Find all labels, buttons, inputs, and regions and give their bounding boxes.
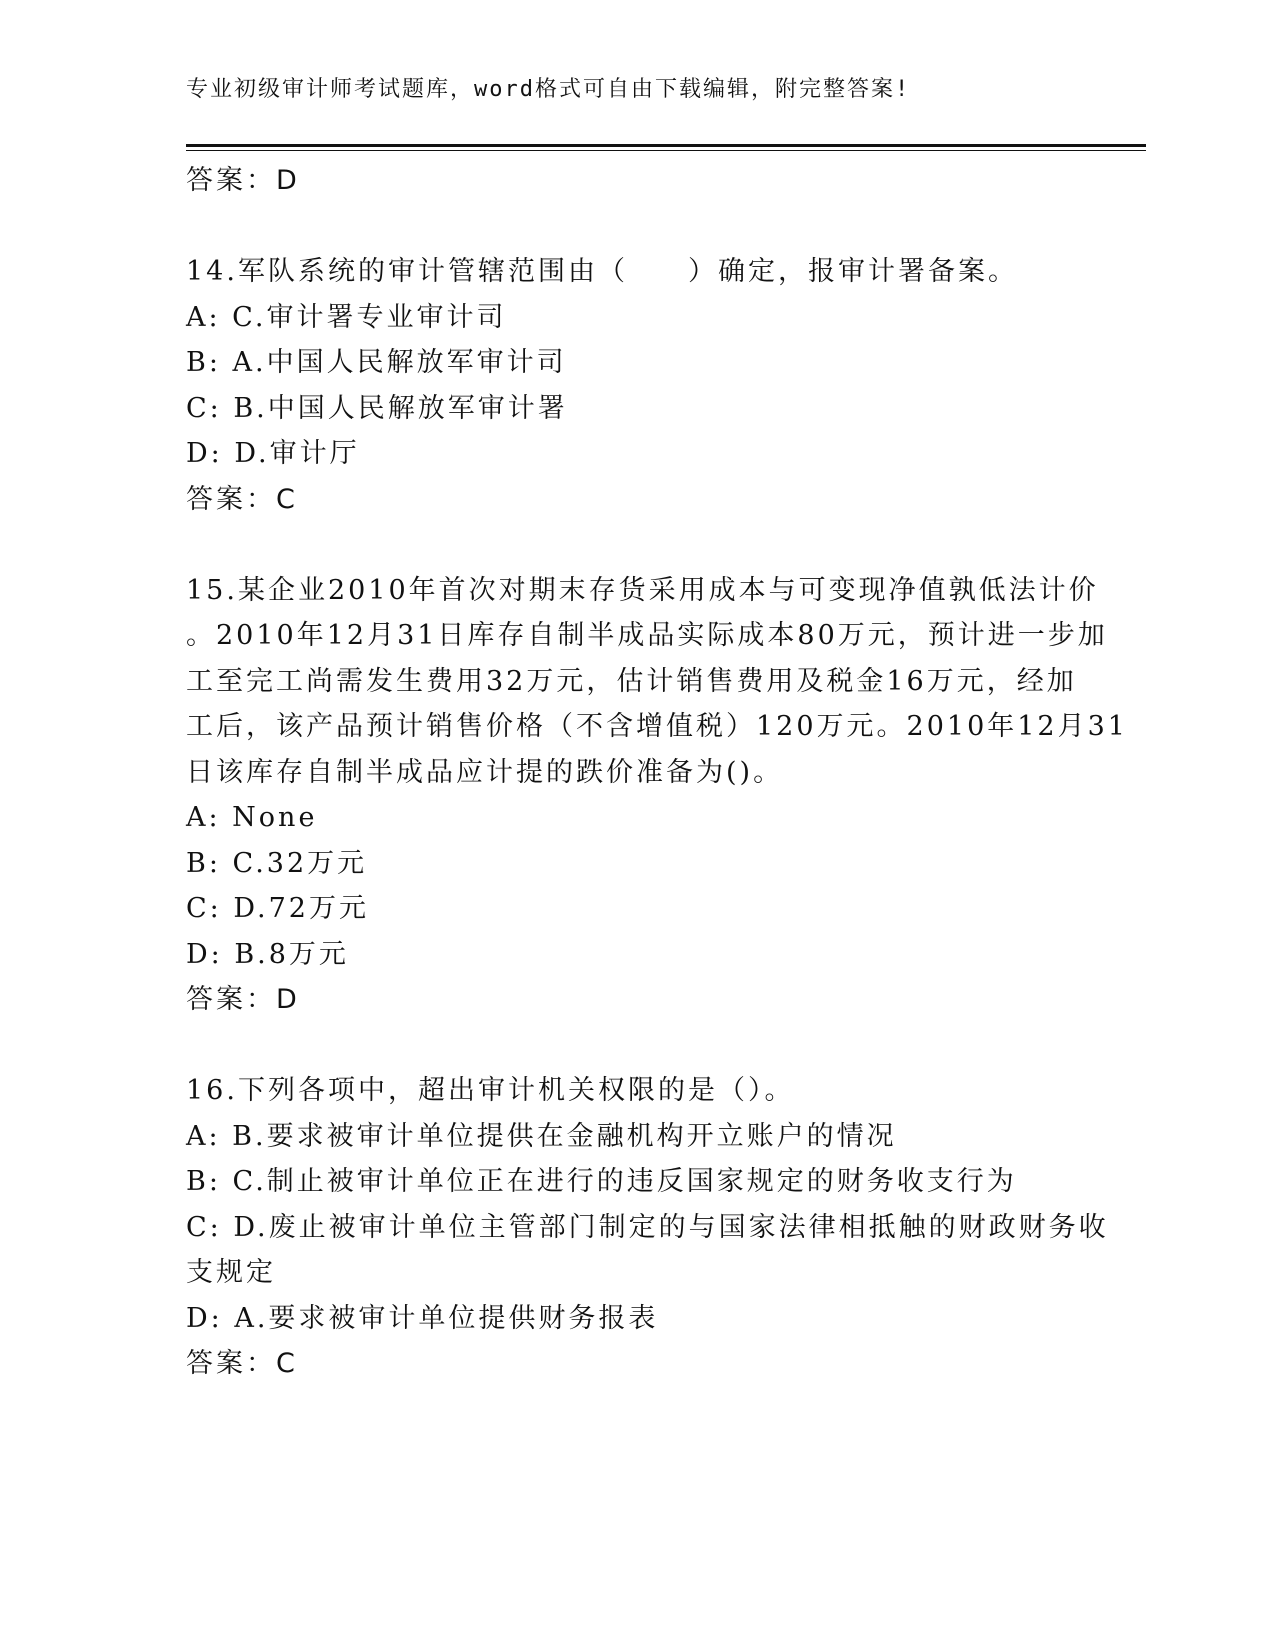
question-stem: 16.下列各项中，超出审计机关权限的是（）。 — [186, 1075, 795, 1106]
question-14 — [186, 249, 1086, 522]
option-b: B: C.32万元 — [186, 847, 368, 879]
option-d: D: D.审计厅 — [186, 438, 360, 469]
question-stem: 15.某企业2010年首次对期末存货采用成本与可变现净值孰低法计价 — [186, 574, 1099, 606]
option-d: D: A.要求被审计单位提供财务报表 — [186, 1302, 659, 1334]
option-a: A: None — [186, 802, 318, 833]
option-c-continued: 支规定 — [186, 1257, 276, 1288]
document-body — [186, 158, 1128, 1387]
option-d: D: B.8万元 — [186, 938, 349, 970]
question-15 — [186, 568, 1128, 1023]
question-stem: 工至完工尚需发生费用32万元，估计销售费用及税金16万元，经加 — [186, 665, 1077, 697]
question-stem: 。2010年12月31日库存自制半成品实际成本80万元，预计进一步加 — [186, 620, 1108, 651]
question-stem: 工后，该产品预计销售价格（不含增值税）120万元。2010年12月31 — [186, 711, 1128, 742]
answer-line: 答案：D — [186, 984, 300, 1015]
option-b: B: A.中国人民解放军审计司 — [186, 347, 567, 378]
option-c: C: B.中国人民解放军审计署 — [186, 392, 568, 424]
question-stem: 14.军队系统的审计管辖范围由（ ）确定，报审计署备案。 — [186, 256, 1018, 287]
answer-line: 答案：C — [186, 483, 298, 515]
question-stem: 日该库存自制半成品应计提的跌价准备为()。 — [186, 756, 784, 788]
header-rule-thin — [186, 150, 1146, 151]
option-b: B: C.制止被审计单位正在进行的违反国家规定的财务收支行为 — [186, 1166, 1017, 1197]
option-c: C: D.72万元 — [186, 893, 369, 924]
header-rule-thick — [186, 144, 1146, 147]
answer-line: 答案：D — [186, 165, 300, 196]
page-header: 专业初级审计师考试题库，word格式可自由下载编辑，附完整答案! — [186, 77, 911, 102]
question-16 — [186, 1068, 1109, 1387]
option-a: A: B.要求被审计单位提供在金融机构开立账户的情况 — [186, 1120, 897, 1152]
option-c: C: D.废止被审计单位主管部门制定的与国家法律相抵触的财政财务收 — [186, 1211, 1109, 1243]
answer-line: 答案：C — [186, 1348, 298, 1379]
option-a: A: C.审计署专业审计司 — [186, 301, 507, 333]
